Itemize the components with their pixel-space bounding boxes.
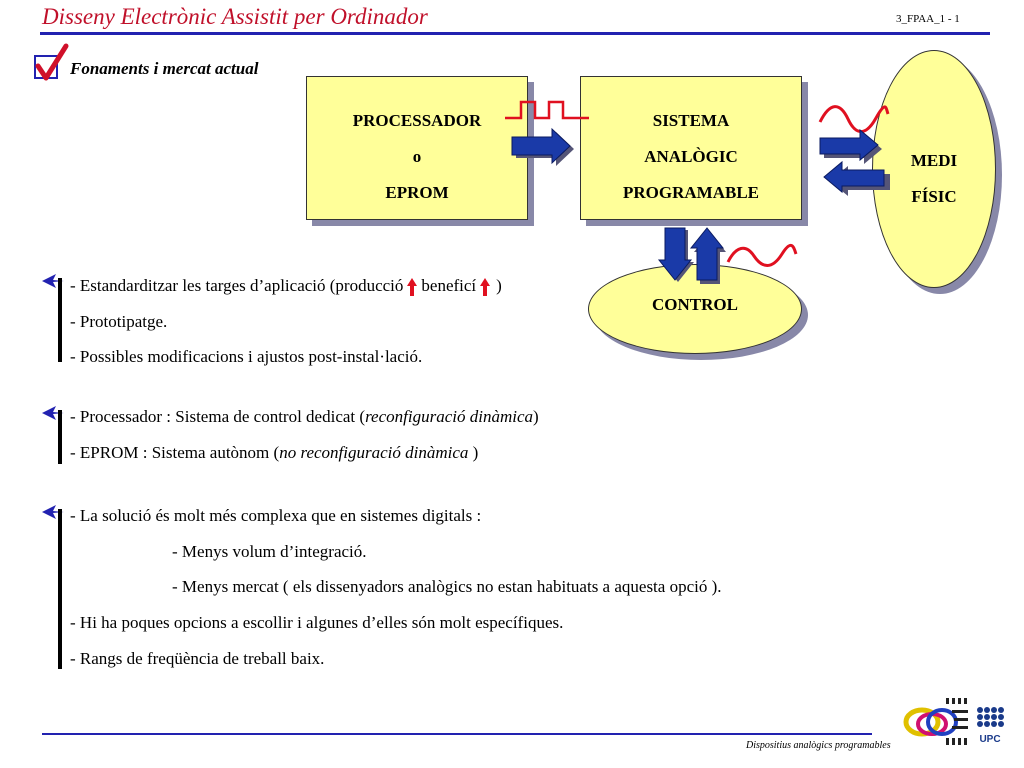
processor-box [306, 76, 528, 220]
analog-system-box [580, 76, 802, 220]
footer-caption: Dispositius analògics programables [746, 740, 891, 751]
footer-rule [42, 733, 872, 735]
upc-logo-icon [976, 706, 1004, 746]
header-rule [40, 32, 990, 35]
bullet-emphasis: no reconfiguració dinàmica [279, 443, 469, 462]
section-subtitle: Fonaments i mercat actual [70, 59, 259, 78]
bullet-text: - Processador : Sistema de control dedicat ( [70, 407, 366, 426]
bullet-text: ) [533, 407, 539, 426]
upc-logo-text: UPC [979, 734, 1001, 745]
processor-label-2: o [412, 147, 422, 166]
bullet-line: - Hi ha poques opcions a escollir i algunes d’elles són molt específiques. [70, 613, 564, 632]
slide-title: Disseny Electrònic Assistit per Ordinador [42, 4, 428, 29]
bullet-line [70, 443, 478, 463]
medium-label-2: FÍSIC [911, 187, 957, 206]
bullet-line [70, 276, 502, 296]
bullet-text: ) [468, 443, 479, 462]
bullet-text: beneficí [421, 276, 477, 295]
analog-signal-icon [818, 106, 890, 132]
bullet-line: - Possibles modificacions i ajustos post-instal·lació. [70, 347, 423, 366]
arrow-up-icon [692, 228, 726, 284]
bullet-line [70, 407, 539, 427]
bullet-text: - EPROM : Sistema autònom ( [70, 443, 280, 462]
checkmark-icon [34, 44, 68, 82]
group-bar [58, 410, 62, 464]
bullet-text: ) [496, 276, 502, 295]
analog-label-3: PROGRAMABLE [623, 183, 759, 202]
digital-signal-icon [505, 98, 590, 128]
group-bar [58, 278, 62, 362]
arrow-up-red-icon [480, 278, 490, 296]
arrow-up-red-icon [407, 278, 417, 296]
medium-label-1: MEDI [910, 151, 958, 170]
bullet-line: - Menys mercat ( els dissenyadors analògics no estan habituats a aquesta opció ). [172, 577, 722, 596]
analog-label-2: ANALÒGIC [644, 147, 738, 166]
bullet-line: - La solució és molt més complexa que en sistemes digitals : [70, 506, 482, 525]
processor-label-3: EPROM [385, 183, 449, 202]
bullet-emphasis: reconfiguració dinàmica [365, 407, 533, 426]
arrow-right-icon [820, 130, 886, 164]
bullet-line: - Prototipatge. [70, 312, 168, 331]
analog-signal-icon [726, 244, 798, 270]
analog-label-1: SISTEMA [652, 111, 730, 130]
page-reference: 3_FPAA_1 - 1 [896, 13, 960, 25]
bullet-line: - Rangs de freqüència de treball baix. [70, 649, 325, 668]
eel-logo-icon [902, 696, 972, 748]
bullet-text: - Estandarditzar les targes d’aplicació (producció [70, 276, 404, 295]
arrow-down-icon [660, 228, 694, 284]
group-bar [58, 509, 62, 669]
arrow-right-icon [512, 128, 578, 166]
processor-label-1: PROCESSADOR [352, 111, 482, 130]
arrow-left-icon [818, 162, 892, 200]
bullet-line: - Menys volum d’integració. [172, 542, 367, 561]
control-label: CONTROL [652, 295, 738, 314]
